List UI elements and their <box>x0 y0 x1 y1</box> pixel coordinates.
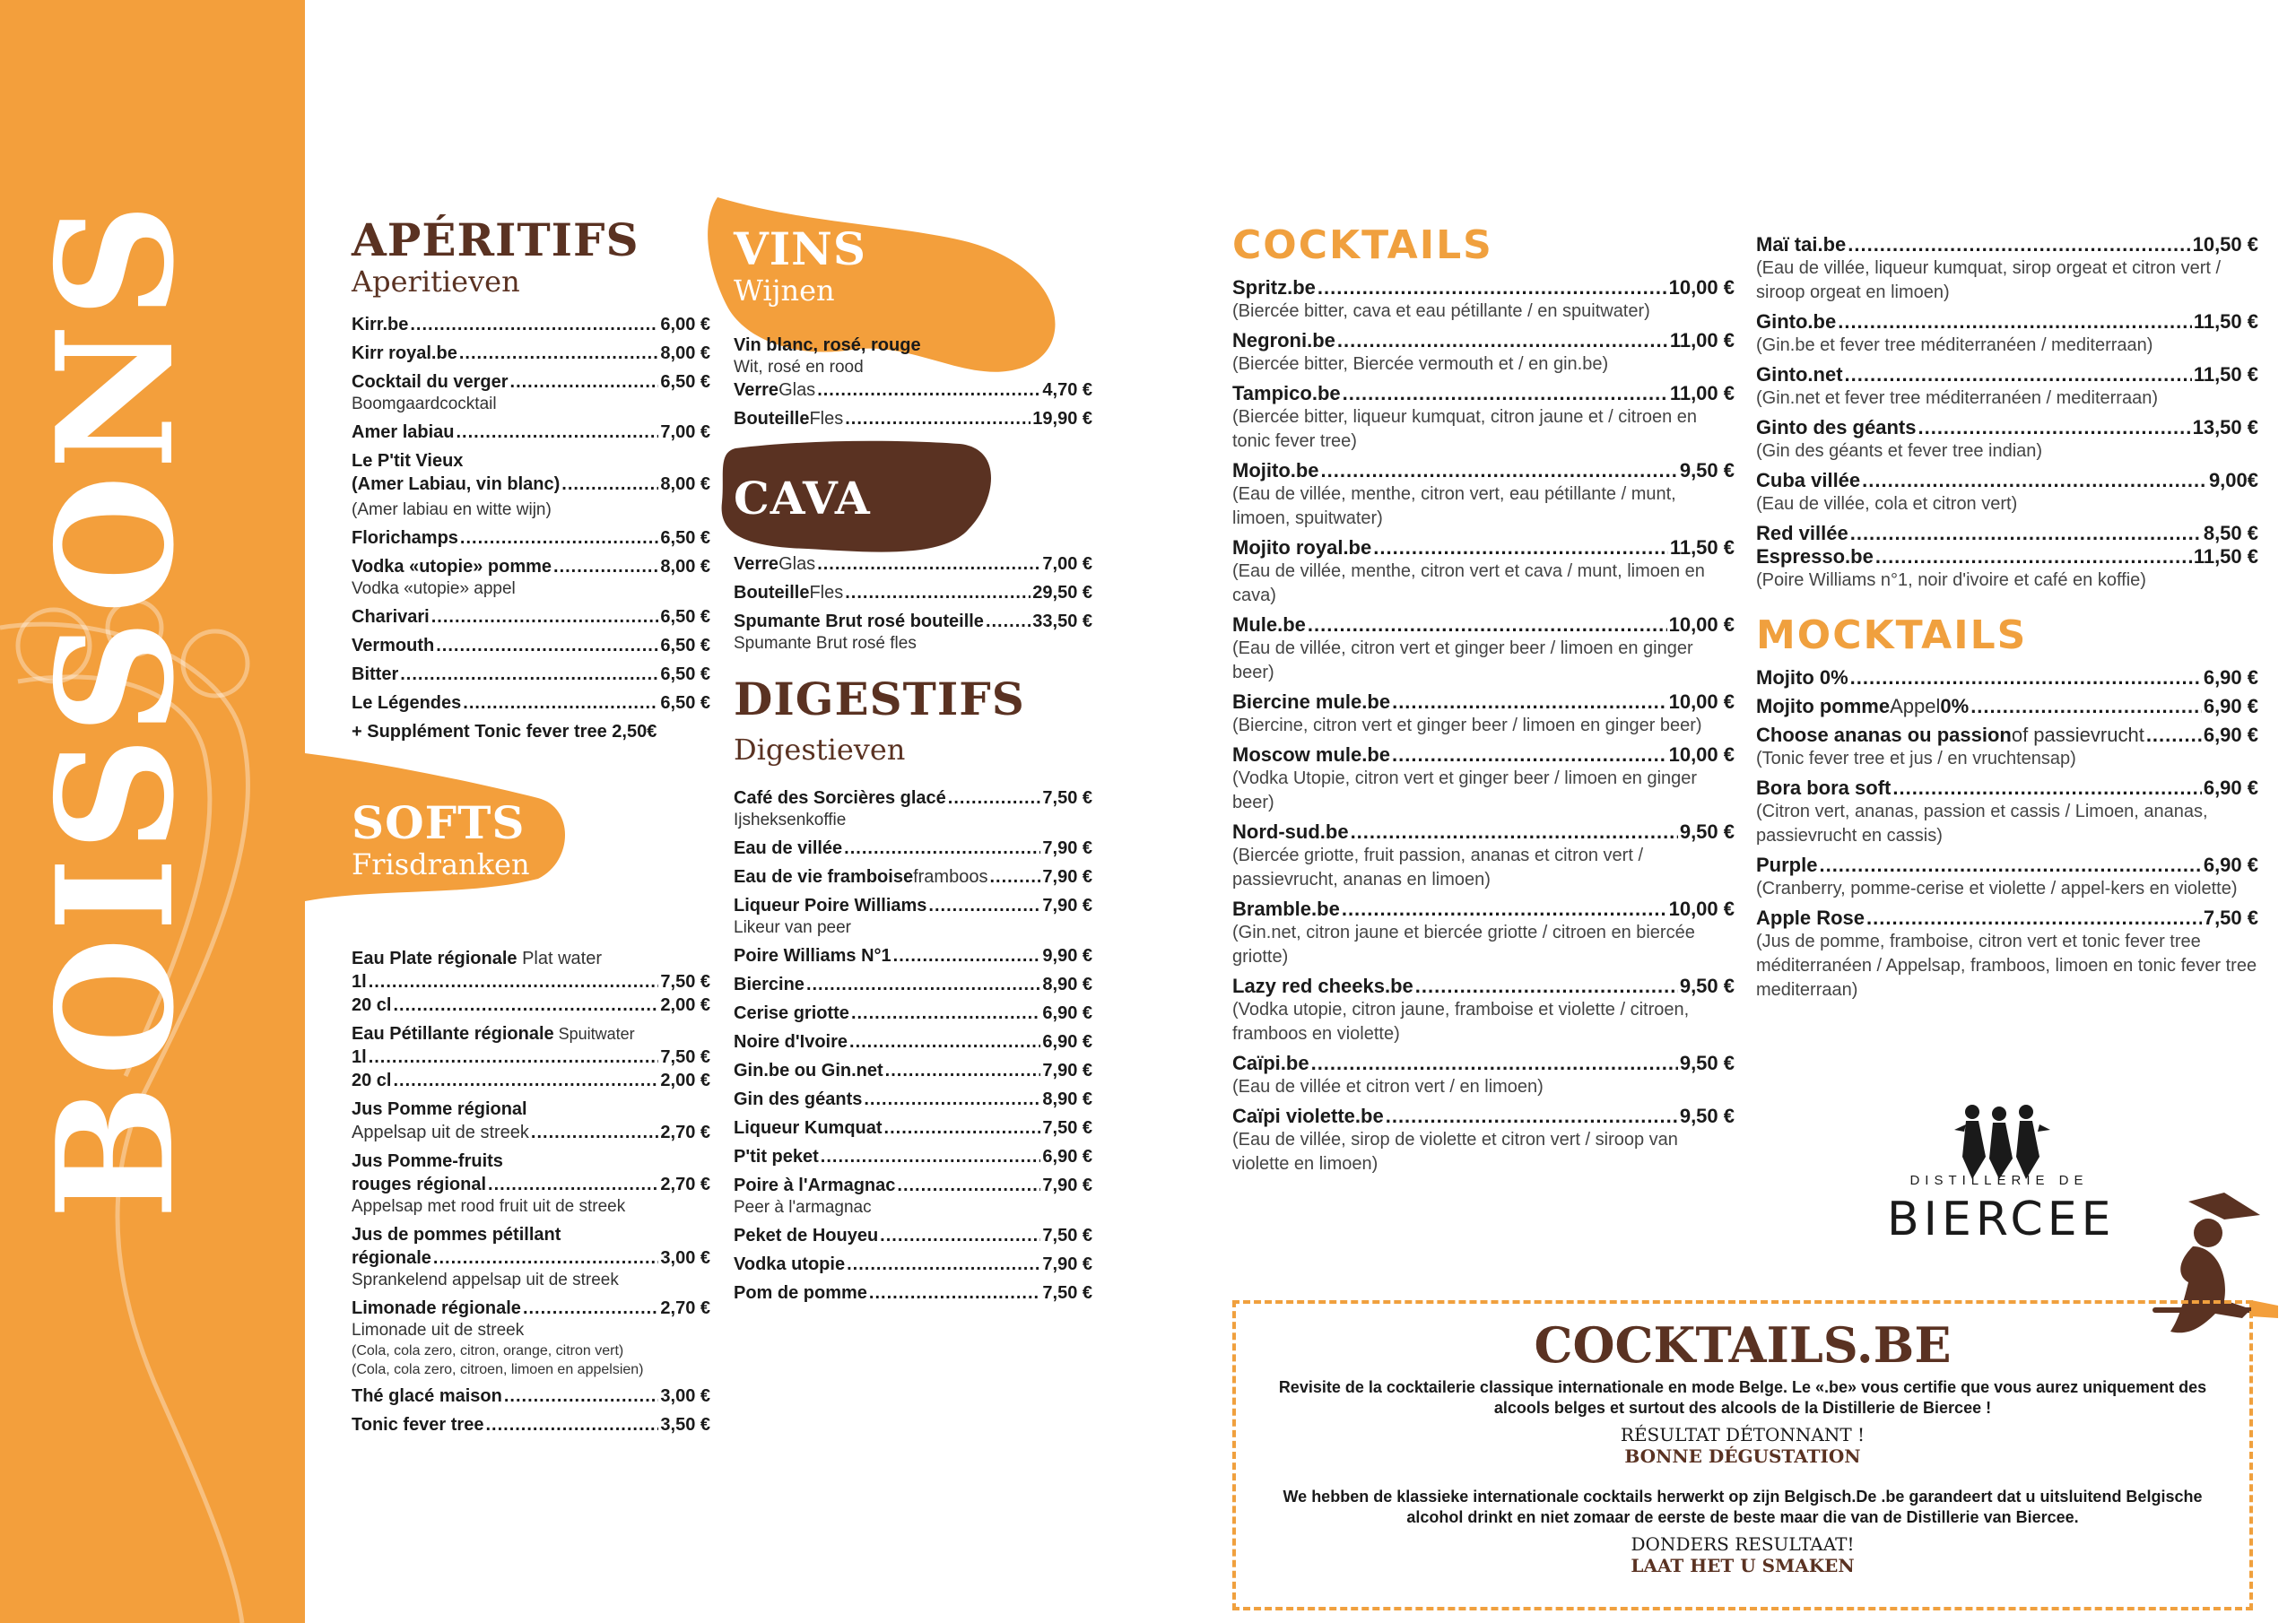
item-name-line2: régionale <box>352 1248 431 1268</box>
list-item <box>352 526 710 550</box>
item-name: Pom de pomme <box>734 1283 867 1303</box>
item-translation: framboos <box>913 867 988 887</box>
item-price: 10,00 € <box>1668 743 1735 767</box>
item-description: Appelsap met rood fruit uit de streek <box>352 1197 626 1216</box>
item-price: 6,90 € <box>1042 1147 1092 1167</box>
list-item <box>1232 898 1735 969</box>
supplement-note: + Supplément Tonic fever tree 2,50€ <box>352 722 657 742</box>
vins-heading <box>734 334 1092 378</box>
list-item <box>352 1069 710 1092</box>
item-description: (Biercée bitter, Biercée vermouth et / en gin.be) <box>1232 354 1609 375</box>
item-price: 29,50 € <box>1032 583 1092 603</box>
item-translation: Appel <box>1890 695 1941 718</box>
cocktails-be-promo <box>1232 1300 2253 1610</box>
item-price: 10,00 € <box>1668 690 1735 714</box>
list-item <box>1756 310 2258 358</box>
item-name: Caïpi.be <box>1232 1052 1309 1075</box>
item-price: 11,00 € <box>1669 382 1735 405</box>
list-item <box>734 944 1092 968</box>
list-item <box>1232 1105 1735 1176</box>
cocktails-continued-column <box>1756 233 2258 1008</box>
item-name: Eau Pétillante régionale <box>352 1024 554 1044</box>
aperitifs-list <box>352 313 710 743</box>
item-name: Bora bora soft <box>1756 777 1892 800</box>
item-name: Bouteille <box>734 583 810 603</box>
item-price: 9,50 € <box>1679 820 1735 844</box>
item-name: Bitter <box>352 664 399 684</box>
item-price: 6,90 € <box>1042 1003 1092 1023</box>
item-name: Ginto.be <box>1756 310 1837 333</box>
item-name-line2: rouges régional <box>352 1175 487 1194</box>
list-item <box>1756 522 2258 545</box>
list-item <box>352 313 710 336</box>
mocktails-title: MOCKTAILS <box>1756 612 2028 658</box>
item-description: (Vodka Utopie, citron vert et ginger beer / limoen en ginger beer) <box>1232 768 1698 813</box>
cocktails-column <box>1232 224 1735 1182</box>
item-description: (Eau de villée, liqueur kumquat, sirop orgeat et citron vert / siroop orgeat en limoen) <box>1756 258 2222 302</box>
digestifs-column <box>734 674 1092 1305</box>
item-price: 6,50 € <box>660 636 710 655</box>
vins-list <box>734 334 1092 430</box>
item-name: Amer labiau <box>352 422 455 442</box>
list-item <box>352 605 710 629</box>
item-name: Moscow mule.be <box>1232 743 1391 767</box>
promo-tagline-nl-1: DONDERS RESULTAAT! <box>1631 1533 1855 1555</box>
item-note: (Cola, cola zero, citron, orange, citron vert) <box>352 1343 624 1358</box>
list-item <box>1756 233 2258 305</box>
item-price: 19,90 € <box>1032 409 1092 429</box>
item-name: Mojito royal.be <box>1232 536 1372 560</box>
item-price: 7,90 € <box>1042 1061 1092 1081</box>
list-item <box>734 973 1092 996</box>
item-price: 8,50 € <box>2203 522 2258 544</box>
list-item <box>352 634 710 657</box>
list-item <box>1232 382 1735 454</box>
item-price: 2,70 € <box>660 1175 710 1194</box>
item-price: 6,50 € <box>660 607 710 627</box>
item-price: 6,90 € <box>2203 777 2258 800</box>
item-price: 10,00 € <box>1668 613 1735 637</box>
list-item <box>734 1281 1092 1305</box>
item-name-tail: 0% <box>1940 695 1970 718</box>
item-description: (Biercée bitter, liqueur kumquat, citron jaune et / citroen en tonic fever tree) <box>1232 407 1698 452</box>
item-description: Wit, rosé en rood <box>734 358 864 377</box>
list-item <box>352 449 710 521</box>
item-description: Boomgaardcocktail <box>352 395 497 413</box>
item-description: (Gin.net, citron jaune et biercée griotte / citroen en biercée griotte) <box>1232 923 1695 968</box>
item-price: 7,00 € <box>1042 554 1092 574</box>
list-item <box>734 1002 1092 1025</box>
item-name: Café des Sorcières glacé <box>734 788 946 808</box>
item-name: Eau Plate régionale <box>352 949 517 968</box>
item-price: 10,00 € <box>1668 898 1735 921</box>
item-price: 9,50 € <box>1679 975 1735 998</box>
item-price: 3,50 € <box>660 1415 710 1435</box>
list-item <box>734 865 1092 889</box>
softs-title: SOFTS <box>352 796 526 849</box>
list-item <box>352 691 710 715</box>
item-description: (Cranberry, pomme-cerise et violette / appel-kers en violette) <box>1756 879 2238 899</box>
promo-tagline-fr-2: BONNE DÉGUSTATION <box>1624 1445 1861 1467</box>
item-description: (Biercine, citron vert et ginger beer / limoen en ginger beer) <box>1232 716 1702 736</box>
aperitifs-column <box>352 215 710 743</box>
item-price: 10,00 € <box>1668 276 1735 299</box>
list-item <box>352 370 710 415</box>
item-price: 9,00€ <box>2208 469 2258 491</box>
item-name: Cerise griotte <box>734 1003 849 1023</box>
vins-header <box>734 224 1092 322</box>
item-price: 2,00 € <box>660 995 710 1015</box>
item-price: 3,00 € <box>660 1248 710 1268</box>
item-description: (Eau de villée, menthe, citron vert et cava / munt, limoen en cava) <box>1232 561 1705 606</box>
item-price: 2,70 € <box>660 1123 710 1142</box>
item-price: 10,50 € <box>2192 233 2258 256</box>
item-name: Jus de pommes pétillant <box>352 1225 561 1245</box>
item-name: Vermouth <box>352 636 435 655</box>
item-name: Cocktail du verger <box>352 372 509 392</box>
item-name: Caïpi violette.be <box>1232 1105 1384 1128</box>
item-description: Sprankelend appelsap uit de streek <box>352 1271 619 1289</box>
list-item <box>352 1022 710 1046</box>
cava-list <box>734 552 1092 655</box>
item-price: 8,00 € <box>660 343 710 363</box>
item-name: Liqueur Poire Williams <box>734 896 927 916</box>
list-item <box>1232 613 1735 685</box>
cava-title: CAVA <box>734 472 871 525</box>
item-name: Tonic fever tree <box>352 1415 484 1435</box>
promo-title: COCKTAILS.BE <box>1534 1316 1952 1374</box>
item-name: Jus Pomme régional <box>352 1099 527 1119</box>
item-name: Mule.be <box>1232 613 1306 637</box>
item-description: (Gin.be et fever tree méditerranéen / mediterraan) <box>1756 335 2153 355</box>
item-price: 6,90 € <box>1042 1032 1092 1052</box>
item-price: 7,00 € <box>660 422 710 442</box>
item-name: Mojito 0% <box>1756 666 1848 690</box>
item-price: 6,50 € <box>660 372 710 392</box>
list-item <box>1756 907 2258 1002</box>
list-item <box>1232 743 1735 815</box>
item-price: 6,90 € <box>2203 854 2258 877</box>
list-item <box>1232 690 1735 738</box>
item-price: 33,50 € <box>1032 612 1092 631</box>
list-item <box>352 1413 710 1436</box>
item-price: 3,00 € <box>660 1386 710 1406</box>
item-name: Poire Williams N°1 <box>734 946 891 966</box>
item-description: (Gin des géants et fever tree indian) <box>1756 441 2043 461</box>
item-description: (Eau de villée, sirop de violette et citron vert / siroop van violette en limoen) <box>1232 1130 1678 1175</box>
list-item <box>352 970 710 994</box>
item-translation: Plat water <box>517 949 602 968</box>
promo-tagline-nl-2: LAAT HET U SMAKEN <box>1631 1555 1855 1576</box>
list-item <box>1756 416 2258 464</box>
item-description: (Eau de villée et citron vert / en limoen) <box>1232 1077 1544 1098</box>
item-price: 7,50 € <box>2203 907 2258 930</box>
item-price: 2,70 € <box>660 1298 710 1318</box>
softs-list <box>352 947 710 1436</box>
item-translation: Spuitwater <box>553 1025 635 1043</box>
list-item <box>734 581 1092 604</box>
item-name: Thé glacé maison <box>352 1386 502 1406</box>
item-price: 4,70 € <box>1042 380 1092 400</box>
item-description: (Eau de villée, menthe, citron vert, eau pétillante / munt, limoen, spuitwater) <box>1232 484 1676 529</box>
item-description: (Eau de villée, citron vert et ginger beer / limoen en ginger beer) <box>1232 638 1693 683</box>
item-price: 7,90 € <box>1042 1254 1092 1274</box>
item-price: 7,50 € <box>1042 1226 1092 1245</box>
item-name: Ginto.net <box>1756 363 1843 386</box>
list-item <box>352 1046 710 1069</box>
item-description: Appelsap uit de streek <box>352 1123 529 1142</box>
item-name: Eau de villée <box>734 838 843 858</box>
item-name: Nord-sud.be <box>1232 820 1349 844</box>
side-title: BOISSONS <box>22 197 209 1219</box>
list-item <box>1756 854 2258 901</box>
item-price: 6,90 € <box>2203 666 2258 690</box>
item-description: Limonade uit de streek <box>352 1321 525 1340</box>
item-name: Peket de Houyeu <box>734 1226 879 1245</box>
item-description: Spumante Brut rosé fles <box>734 634 917 653</box>
list-item <box>734 610 1092 655</box>
list-item <box>352 994 710 1017</box>
list-item <box>734 1088 1092 1111</box>
item-price: 11,00 € <box>1669 329 1735 352</box>
list-item <box>1756 545 2258 593</box>
list-item <box>352 555 710 600</box>
item-translation: of passievrucht <box>2011 724 2144 747</box>
promo-text-nl: We hebben de klassieke internationale cocktails herwerkt op zijn Belgisch.De .be garandeert dat u uitsluitend Belgische alcohol drinkt en niet zomaar de eerste de beste maar die van de Distillerie van Biercee. <box>1283 1488 2203 1526</box>
item-price: 9,50 € <box>1679 1105 1735 1128</box>
list-item <box>734 1145 1092 1168</box>
item-name: 20 cl <box>352 995 392 1015</box>
item-name: Charivari <box>352 607 430 627</box>
item-name: Cuba villée <box>1756 469 1861 491</box>
item-price: 9,50 € <box>1679 1052 1735 1075</box>
item-price: 9,50 € <box>1679 459 1735 482</box>
item-price: 9,90 € <box>1042 946 1092 966</box>
list-item <box>734 378 1092 402</box>
item-price: 7,90 € <box>1042 1176 1092 1195</box>
item-name: P'tit peket <box>734 1147 819 1167</box>
item-price: 7,90 € <box>1042 896 1092 916</box>
item-price: 11,50 € <box>2193 363 2258 386</box>
item-name: Apple Rose <box>1756 907 1866 930</box>
item-price: 7,50 € <box>660 972 710 992</box>
item-name: Limonade régionale <box>352 1298 521 1318</box>
item-translation: Fles <box>809 583 844 603</box>
item-name: Noire d'Ivoire <box>734 1032 848 1052</box>
vins-title: VINS <box>734 222 866 275</box>
item-name: Vodka utopie <box>734 1254 846 1274</box>
list-item <box>734 552 1092 576</box>
item-name: Liqueur Kumquat <box>734 1118 883 1138</box>
item-description: Ijsheksenkoffie <box>734 811 847 829</box>
item-name: Biercine mule.be <box>1232 690 1391 714</box>
item-name: Mojito.be <box>1232 459 1319 482</box>
item-description: (Vodka utopie, citron jaune, framboise et violette / citroen, framboos en violette) <box>1232 1000 1690 1045</box>
item-name: Vodka «utopie» pomme <box>352 557 552 577</box>
item-price: 7,50 € <box>1042 1283 1092 1303</box>
item-name: Gin.be ou Gin.net <box>734 1061 883 1081</box>
list-item <box>734 1030 1092 1054</box>
item-price: 7,90 € <box>1042 867 1092 887</box>
promo-text-fr: Revisite de la cocktailerie classique internationale en mode Belge. Le «.be» vous certifie que vous aurez uniquement des alcools belges et surtout des alcools de la Distillerie de Biercee ! <box>1278 1378 2207 1417</box>
promo-tagline-fr-1: RÉSULTAT DÉTONNANT ! <box>1620 1424 1866 1445</box>
item-description: (Tonic fever tree et jus / en vruchtensap) <box>1756 749 2076 769</box>
item-name: Ginto des géants <box>1756 416 1917 438</box>
item-name: 1l <box>352 972 367 992</box>
vins-subtitle: Wijnen <box>734 273 835 308</box>
item-price: 6,50 € <box>660 528 710 548</box>
list-item <box>734 786 1092 831</box>
list-item <box>352 947 710 970</box>
item-price: 7,50 € <box>1042 1118 1092 1138</box>
list-item <box>1232 975 1735 1046</box>
item-name: Eau de vie framboise <box>734 867 914 887</box>
item-name: 20 cl <box>352 1071 392 1090</box>
digestifs-list <box>734 786 1092 1305</box>
item-price: 11,50 € <box>2193 545 2258 568</box>
item-price: 6,90 € <box>2203 724 2258 747</box>
item-name: Florichamps <box>352 528 458 548</box>
item-price: 6,00 € <box>660 315 710 334</box>
list-item <box>734 407 1092 430</box>
item-name: Negroni.be <box>1232 329 1335 352</box>
item-name: Vin blanc, rosé, rouge <box>734 335 921 355</box>
item-name-line2: (Amer Labiau, vin blanc) <box>352 474 561 494</box>
list-item <box>1756 777 2258 848</box>
item-name: Spumante Brut rosé bouteille <box>734 612 984 631</box>
list-item <box>352 1150 710 1218</box>
item-description: Peer à l'armagnac <box>734 1198 872 1217</box>
item-description: Vodka «utopie» appel <box>352 579 516 598</box>
item-description: Likeur van peer <box>734 918 851 937</box>
aperitifs-title: APÉRITIFS <box>352 213 639 266</box>
list-item <box>734 1116 1092 1140</box>
item-name: Biercine <box>734 975 804 994</box>
aperitifs-subtitle: Aperitieven <box>352 265 520 299</box>
item-name: Bramble.be <box>1232 898 1340 921</box>
item-price: 8,00 € <box>660 557 710 577</box>
item-name: Le Légendes <box>352 693 462 713</box>
item-name: Poire à l'Armagnac <box>734 1176 896 1195</box>
logo-subtitle: DISTILLERIE DE <box>1909 1173 2089 1188</box>
item-price: 2,00 € <box>660 1071 710 1090</box>
item-name: Choose ananas ou passion <box>1756 724 2012 747</box>
item-price: 6,90 € <box>2203 695 2258 718</box>
item-description: (Jus de pomme, framboise, citron vert et tonic fever tree méditerranéen / Appelsap, framboos, limoen en tonic fever tree mediterraan) <box>1756 932 2257 1001</box>
item-name: Kirr.be <box>352 315 409 334</box>
list-item <box>734 1253 1092 1276</box>
item-description: (Biercée griotte, fruit passion, ananas et citron vert / passievrucht, ananas en limoen) <box>1232 846 1643 890</box>
item-name: Kirr royal.be <box>352 343 457 363</box>
item-name: Red villée <box>1756 522 1848 544</box>
item-note: (Cola, cola zero, citroen, limoen en appelsien) <box>352 1362 644 1377</box>
item-description: (Poire Williams n°1, noir d'ivoire et café en koffie) <box>1756 570 2146 590</box>
list-item <box>352 1098 710 1144</box>
list-item <box>734 1174 1092 1219</box>
softs-subtitle: Frisdranken <box>352 847 530 881</box>
item-translation: Glas <box>778 380 816 400</box>
list-item <box>352 1384 710 1408</box>
item-description: (Eau de villée, cola et citron vert) <box>1756 494 2018 514</box>
item-name: Lazy red cheeks.be <box>1232 975 1413 998</box>
item-name: Maï tai.be <box>1756 233 1847 256</box>
list-item <box>1756 724 2258 771</box>
list-item <box>1756 469 2258 516</box>
item-price: 7,90 € <box>1042 838 1092 858</box>
list-item <box>352 1223 710 1291</box>
item-name: Bouteille <box>734 409 810 429</box>
list-item <box>352 421 710 444</box>
list-item <box>1756 695 2258 718</box>
list-item <box>352 663 710 686</box>
item-price: 11,50 € <box>2193 310 2258 333</box>
item-description: (Citron vert, ananas, passion et cassis / Limoen, ananas, passievrucht en cassis) <box>1756 802 2208 846</box>
item-name: Verre <box>734 380 779 400</box>
item-translation: Fles <box>809 409 844 429</box>
item-price: 8,00 € <box>660 474 710 494</box>
list-item <box>1232 459 1735 531</box>
item-name: Spritz.be <box>1232 276 1316 299</box>
item-name: Verre <box>734 554 779 574</box>
item-price: 13,50 € <box>2192 416 2258 438</box>
list-item <box>734 1059 1092 1082</box>
digestifs-subtitle: Digestieven <box>734 733 906 767</box>
item-price: 8,90 € <box>1042 975 1092 994</box>
item-translation: Glas <box>778 554 816 574</box>
list-item <box>1232 276 1735 324</box>
list-item <box>734 1224 1092 1247</box>
item-description: (Amer labiau en witte wijn) <box>352 500 552 519</box>
item-name: Mojito pomme <box>1756 695 1891 718</box>
item-name: Tampico.be <box>1232 382 1341 405</box>
item-name: Jus Pomme-fruits <box>352 1151 503 1171</box>
list-item <box>352 1297 710 1379</box>
item-price: 8,90 € <box>1042 1089 1092 1109</box>
item-name: Le P'tit Vieux <box>352 451 464 471</box>
item-description: (Biercée bitter, cava et eau pétillante / en spuitwater) <box>1232 301 1650 322</box>
list-item <box>734 894 1092 939</box>
item-name: 1l <box>352 1047 367 1067</box>
item-price: 7,50 € <box>1042 788 1092 808</box>
softs-header <box>352 798 710 896</box>
list-item <box>1232 1052 1735 1099</box>
item-description: (Gin.net et fever tree méditerranéen / mediterraan) <box>1756 388 2158 408</box>
digestifs-title: DIGESTIFS <box>734 673 1025 725</box>
cocktails-title: COCKTAILS <box>1232 222 1493 268</box>
list-item <box>1756 666 2258 690</box>
list-item <box>1756 363 2258 411</box>
item-price: 11,50 € <box>1669 536 1735 560</box>
list-item <box>1232 536 1735 608</box>
list-item <box>734 837 1092 860</box>
item-price: 7,50 € <box>660 1047 710 1067</box>
item-name: Espresso.be <box>1756 545 1874 568</box>
item-price: 6,50 € <box>660 664 710 684</box>
list-item <box>1232 820 1735 892</box>
logo-name: BIERCEE <box>1887 1193 2116 1246</box>
item-price: 6,50 € <box>660 693 710 713</box>
item-name: Purple <box>1756 854 1818 877</box>
cava-header <box>734 473 1092 523</box>
item-name: Gin des géants <box>734 1089 863 1109</box>
list-item <box>352 342 710 365</box>
list-item <box>1232 329 1735 377</box>
